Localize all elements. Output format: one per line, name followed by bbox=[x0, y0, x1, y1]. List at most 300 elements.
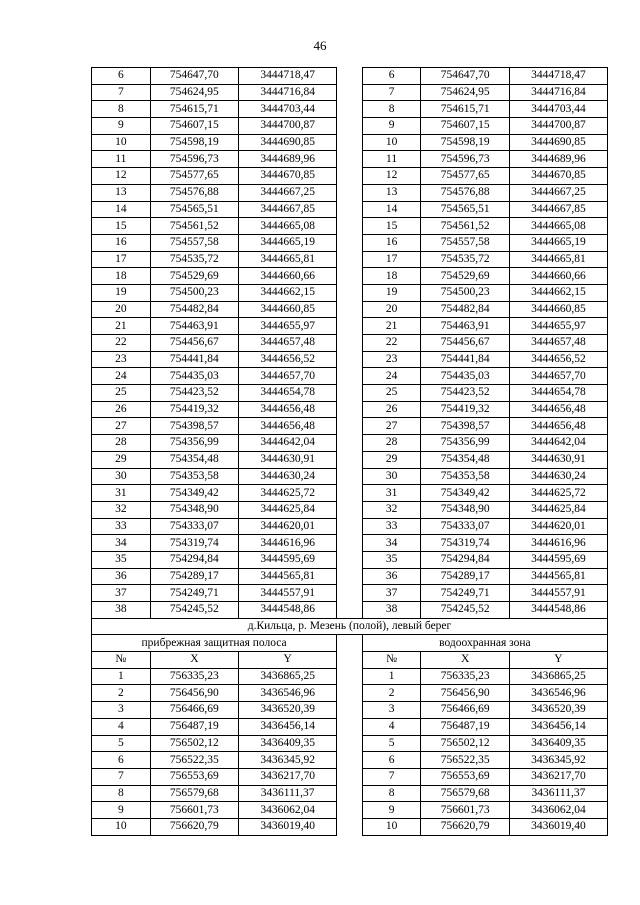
left-point-number: 7 bbox=[92, 84, 151, 101]
right-y-coordinate: 3444700,87 bbox=[509, 118, 607, 135]
left-x-coordinate: 754463,91 bbox=[150, 318, 238, 335]
left-y-coordinate: 3436456,14 bbox=[239, 718, 337, 735]
column-gap bbox=[337, 568, 363, 585]
column-gap bbox=[337, 818, 363, 835]
left-y-coordinate: 3444656,52 bbox=[239, 351, 337, 368]
right-point-number: 8 bbox=[362, 101, 421, 118]
header-n-left: № bbox=[92, 652, 151, 669]
left-x-coordinate: 756522,35 bbox=[150, 752, 238, 769]
right-x-coordinate: 754245,52 bbox=[421, 602, 509, 619]
left-y-coordinate: 3444625,84 bbox=[239, 501, 337, 518]
right-point-number: 7 bbox=[362, 84, 421, 101]
left-point-number: 14 bbox=[92, 201, 151, 218]
left-point-number: 9 bbox=[92, 802, 151, 819]
column-gap bbox=[337, 268, 363, 285]
column-gap bbox=[337, 451, 363, 468]
left-y-coordinate: 3444716,84 bbox=[239, 84, 337, 101]
table-row bbox=[92, 151, 608, 168]
right-point-number: 31 bbox=[362, 485, 421, 502]
right-point-number: 9 bbox=[362, 802, 421, 819]
right-point-number: 19 bbox=[362, 284, 421, 301]
left-x-coordinate: 754557,58 bbox=[150, 234, 238, 251]
table-row bbox=[92, 101, 608, 118]
left-y-coordinate: 3444656,48 bbox=[239, 401, 337, 418]
right-x-coordinate: 754398,57 bbox=[421, 418, 509, 435]
left-y-coordinate: 3444655,97 bbox=[239, 318, 337, 335]
column-gap bbox=[337, 168, 363, 185]
right-y-coordinate: 3436520,39 bbox=[509, 702, 607, 719]
left-y-coordinate: 3444700,87 bbox=[239, 118, 337, 135]
column-gap bbox=[337, 585, 363, 602]
column-gap bbox=[337, 68, 363, 85]
left-x-coordinate: 754441,84 bbox=[150, 351, 238, 368]
column-gap bbox=[337, 768, 363, 785]
left-subtitle: прибрежная защитная полоса bbox=[92, 635, 337, 652]
table-row bbox=[92, 485, 608, 502]
right-y-coordinate: 3444654,78 bbox=[509, 385, 607, 402]
left-y-coordinate: 3444657,48 bbox=[239, 335, 337, 352]
right-x-coordinate: 754577,65 bbox=[421, 168, 509, 185]
left-point-number: 12 bbox=[92, 168, 151, 185]
left-point-number: 6 bbox=[92, 752, 151, 769]
right-point-number: 22 bbox=[362, 335, 421, 352]
table-row bbox=[92, 535, 608, 552]
left-y-coordinate: 3436345,92 bbox=[239, 752, 337, 769]
left-x-coordinate: 754598,19 bbox=[150, 134, 238, 151]
left-y-coordinate: 3444690,85 bbox=[239, 134, 337, 151]
right-point-number: 17 bbox=[362, 251, 421, 268]
right-x-coordinate: 754565,51 bbox=[421, 201, 509, 218]
table-row bbox=[92, 168, 608, 185]
left-x-coordinate: 754561,52 bbox=[150, 218, 238, 235]
right-point-number: 10 bbox=[362, 134, 421, 151]
left-point-number: 7 bbox=[92, 768, 151, 785]
right-x-coordinate: 756553,69 bbox=[421, 768, 509, 785]
table-row bbox=[92, 234, 608, 251]
table-row bbox=[92, 385, 608, 402]
right-y-coordinate: 3436409,35 bbox=[509, 735, 607, 752]
column-gap bbox=[337, 752, 363, 769]
left-y-coordinate: 3444616,96 bbox=[239, 535, 337, 552]
column-gap bbox=[337, 368, 363, 385]
left-y-coordinate: 3444642,04 bbox=[239, 435, 337, 452]
right-point-number: 38 bbox=[362, 602, 421, 619]
left-y-coordinate: 3436865,25 bbox=[239, 668, 337, 685]
left-y-coordinate: 3436111,37 bbox=[239, 785, 337, 802]
right-y-coordinate: 3444703,44 bbox=[509, 101, 607, 118]
right-point-number: 13 bbox=[362, 184, 421, 201]
table-row bbox=[92, 768, 608, 785]
right-x-coordinate: 754482,84 bbox=[421, 301, 509, 318]
table-row bbox=[92, 735, 608, 752]
left-y-coordinate: 3436217,70 bbox=[239, 768, 337, 785]
left-x-coordinate: 754249,71 bbox=[150, 585, 238, 602]
right-x-coordinate: 754435,03 bbox=[421, 368, 509, 385]
right-x-coordinate: 754596,73 bbox=[421, 151, 509, 168]
right-y-coordinate: 3436546,96 bbox=[509, 685, 607, 702]
page-number: 46 bbox=[313, 38, 327, 53]
column-gap bbox=[337, 318, 363, 335]
left-x-coordinate: 756487,19 bbox=[150, 718, 238, 735]
right-point-number: 6 bbox=[362, 68, 421, 85]
right-x-coordinate: 754289,17 bbox=[421, 568, 509, 585]
column-gap bbox=[337, 652, 363, 669]
column-gap bbox=[337, 101, 363, 118]
left-y-coordinate: 3444665,08 bbox=[239, 218, 337, 235]
right-x-coordinate: 754419,32 bbox=[421, 401, 509, 418]
right-point-number: 18 bbox=[362, 268, 421, 285]
right-x-coordinate: 756579,68 bbox=[421, 785, 509, 802]
right-x-coordinate: 756456,90 bbox=[421, 685, 509, 702]
left-point-number: 37 bbox=[92, 585, 151, 602]
left-point-number: 21 bbox=[92, 318, 151, 335]
left-x-coordinate: 754319,74 bbox=[150, 535, 238, 552]
left-point-number: 23 bbox=[92, 351, 151, 368]
left-x-coordinate: 754615,71 bbox=[150, 101, 238, 118]
left-x-coordinate: 754419,32 bbox=[150, 401, 238, 418]
right-x-coordinate: 754557,58 bbox=[421, 234, 509, 251]
right-x-coordinate: 754333,07 bbox=[421, 518, 509, 535]
right-y-coordinate: 3436111,37 bbox=[509, 785, 607, 802]
right-x-coordinate: 754353,58 bbox=[421, 468, 509, 485]
right-y-coordinate: 3444656,48 bbox=[509, 401, 607, 418]
left-y-coordinate: 3444630,91 bbox=[239, 451, 337, 468]
left-y-coordinate: 3444662,15 bbox=[239, 284, 337, 301]
table-row bbox=[92, 802, 608, 819]
column-gap bbox=[337, 234, 363, 251]
right-x-coordinate: 754319,74 bbox=[421, 535, 509, 552]
top-rows bbox=[92, 68, 608, 619]
table-row bbox=[92, 501, 608, 518]
right-y-coordinate: 3444557,91 bbox=[509, 585, 607, 602]
left-point-number: 20 bbox=[92, 301, 151, 318]
column-gap bbox=[337, 802, 363, 819]
left-point-number: 26 bbox=[92, 401, 151, 418]
table-row bbox=[92, 451, 608, 468]
right-y-coordinate: 3444662,15 bbox=[509, 284, 607, 301]
left-point-number: 25 bbox=[92, 385, 151, 402]
right-y-coordinate: 3444625,72 bbox=[509, 485, 607, 502]
left-x-coordinate: 756579,68 bbox=[150, 785, 238, 802]
left-x-coordinate: 754500,23 bbox=[150, 284, 238, 301]
right-point-number: 9 bbox=[362, 118, 421, 135]
right-y-coordinate: 3444667,85 bbox=[509, 201, 607, 218]
left-x-coordinate: 754456,67 bbox=[150, 335, 238, 352]
right-y-coordinate: 3436456,14 bbox=[509, 718, 607, 735]
column-gap bbox=[337, 118, 363, 135]
column-gap bbox=[337, 518, 363, 535]
column-gap bbox=[337, 301, 363, 318]
right-y-coordinate: 3444718,47 bbox=[509, 68, 607, 85]
left-point-number: 9 bbox=[92, 118, 151, 135]
right-y-coordinate: 3444595,69 bbox=[509, 551, 607, 568]
table-row bbox=[92, 118, 608, 135]
column-gap bbox=[337, 385, 363, 402]
left-point-number: 10 bbox=[92, 818, 151, 835]
column-gap bbox=[337, 351, 363, 368]
right-point-number: 29 bbox=[362, 451, 421, 468]
right-point-number: 24 bbox=[362, 368, 421, 385]
left-point-number: 16 bbox=[92, 234, 151, 251]
left-y-coordinate: 3444689,96 bbox=[239, 151, 337, 168]
column-gap bbox=[337, 418, 363, 435]
right-y-coordinate: 3444660,66 bbox=[509, 268, 607, 285]
left-x-coordinate: 754435,03 bbox=[150, 368, 238, 385]
left-y-coordinate: 3444654,78 bbox=[239, 385, 337, 402]
left-y-coordinate: 3444718,47 bbox=[239, 68, 337, 85]
left-point-number: 10 bbox=[92, 134, 151, 151]
left-x-coordinate: 756502,12 bbox=[150, 735, 238, 752]
right-x-coordinate: 754624,95 bbox=[421, 84, 509, 101]
right-point-number: 14 bbox=[362, 201, 421, 218]
table-row bbox=[92, 752, 608, 769]
left-point-number: 17 bbox=[92, 251, 151, 268]
left-point-number: 8 bbox=[92, 101, 151, 118]
table-row bbox=[92, 702, 608, 719]
column-gap bbox=[337, 635, 363, 652]
left-x-coordinate: 754398,57 bbox=[150, 418, 238, 435]
left-x-coordinate: 754596,73 bbox=[150, 151, 238, 168]
column-gap bbox=[337, 84, 363, 101]
table-row bbox=[92, 585, 608, 602]
table-row bbox=[92, 685, 608, 702]
left-point-number: 13 bbox=[92, 184, 151, 201]
left-x-coordinate: 754577,65 bbox=[150, 168, 238, 185]
left-y-coordinate: 3444660,66 bbox=[239, 268, 337, 285]
column-gap bbox=[337, 401, 363, 418]
right-y-coordinate: 3444716,84 bbox=[509, 84, 607, 101]
left-point-number: 28 bbox=[92, 435, 151, 452]
table-row bbox=[92, 301, 608, 318]
right-x-coordinate: 756601,73 bbox=[421, 802, 509, 819]
left-point-number: 33 bbox=[92, 518, 151, 535]
right-x-coordinate: 754607,15 bbox=[421, 118, 509, 135]
left-point-number: 27 bbox=[92, 418, 151, 435]
section-header bbox=[92, 618, 608, 668]
column-gap bbox=[337, 602, 363, 619]
column-gap bbox=[337, 284, 363, 301]
left-x-coordinate: 756553,69 bbox=[150, 768, 238, 785]
column-gap bbox=[337, 151, 363, 168]
left-point-number: 29 bbox=[92, 451, 151, 468]
left-y-coordinate: 3436062,04 bbox=[239, 802, 337, 819]
right-point-number: 35 bbox=[362, 551, 421, 568]
left-x-coordinate: 754535,72 bbox=[150, 251, 238, 268]
right-x-coordinate: 756502,12 bbox=[421, 735, 509, 752]
right-y-coordinate: 3444655,97 bbox=[509, 318, 607, 335]
right-point-number: 20 bbox=[362, 301, 421, 318]
right-x-coordinate: 756466,69 bbox=[421, 702, 509, 719]
right-point-number: 21 bbox=[362, 318, 421, 335]
right-x-coordinate: 754647,70 bbox=[421, 68, 509, 85]
left-point-number: 24 bbox=[92, 368, 151, 385]
left-y-coordinate: 3444595,69 bbox=[239, 551, 337, 568]
table-row bbox=[92, 818, 608, 835]
header-y-left: Y bbox=[239, 652, 337, 669]
right-point-number: 8 bbox=[362, 785, 421, 802]
left-point-number: 30 bbox=[92, 468, 151, 485]
right-x-coordinate: 756335,23 bbox=[421, 668, 509, 685]
table-row bbox=[92, 218, 608, 235]
left-y-coordinate: 3444703,44 bbox=[239, 101, 337, 118]
right-x-coordinate: 754598,19 bbox=[421, 134, 509, 151]
right-point-number: 11 bbox=[362, 151, 421, 168]
right-point-number: 26 bbox=[362, 401, 421, 418]
right-y-coordinate: 3444667,25 bbox=[509, 184, 607, 201]
left-y-coordinate: 3436019,40 bbox=[239, 818, 337, 835]
table-row bbox=[92, 251, 608, 268]
right-point-number: 3 bbox=[362, 702, 421, 719]
left-x-coordinate: 754624,95 bbox=[150, 84, 238, 101]
left-point-number: 6 bbox=[92, 68, 151, 85]
left-point-number: 18 bbox=[92, 268, 151, 285]
section-title: д.Кильца, р. Мезень (полой), левый берег bbox=[92, 618, 608, 635]
left-y-coordinate: 3444657,70 bbox=[239, 368, 337, 385]
left-x-coordinate: 756335,23 bbox=[150, 668, 238, 685]
left-x-coordinate: 754349,42 bbox=[150, 485, 238, 502]
bottom-rows bbox=[92, 668, 608, 835]
right-point-number: 36 bbox=[362, 568, 421, 585]
column-gap bbox=[337, 251, 363, 268]
right-y-coordinate: 3436019,40 bbox=[509, 818, 607, 835]
right-x-coordinate: 754348,90 bbox=[421, 501, 509, 518]
right-point-number: 30 bbox=[362, 468, 421, 485]
right-y-coordinate: 3444657,48 bbox=[509, 335, 607, 352]
right-y-coordinate: 3444657,70 bbox=[509, 368, 607, 385]
right-y-coordinate: 3444630,91 bbox=[509, 451, 607, 468]
left-x-coordinate: 754245,52 bbox=[150, 602, 238, 619]
right-point-number: 1 bbox=[362, 668, 421, 685]
table-row bbox=[92, 335, 608, 352]
table-row bbox=[92, 468, 608, 485]
left-point-number: 2 bbox=[92, 685, 151, 702]
left-point-number: 34 bbox=[92, 535, 151, 552]
left-x-coordinate: 754529,69 bbox=[150, 268, 238, 285]
right-y-coordinate: 3444670,85 bbox=[509, 168, 607, 185]
header-y-right: Y bbox=[509, 652, 607, 669]
table-row bbox=[92, 518, 608, 535]
right-point-number: 10 bbox=[362, 818, 421, 835]
column-gap bbox=[337, 485, 363, 502]
column-gap bbox=[337, 668, 363, 685]
left-point-number: 36 bbox=[92, 568, 151, 585]
right-x-coordinate: 754535,72 bbox=[421, 251, 509, 268]
header-x-left: X bbox=[150, 652, 238, 669]
left-point-number: 11 bbox=[92, 151, 151, 168]
left-y-coordinate: 3444665,19 bbox=[239, 234, 337, 251]
right-x-coordinate: 754294,84 bbox=[421, 551, 509, 568]
right-y-coordinate: 3436062,04 bbox=[509, 802, 607, 819]
table-row bbox=[92, 602, 608, 619]
right-y-coordinate: 3444656,48 bbox=[509, 418, 607, 435]
right-x-coordinate: 754441,84 bbox=[421, 351, 509, 368]
right-point-number: 23 bbox=[362, 351, 421, 368]
column-gap bbox=[337, 551, 363, 568]
right-x-coordinate: 756522,35 bbox=[421, 752, 509, 769]
left-y-coordinate: 3436409,35 bbox=[239, 735, 337, 752]
table-row bbox=[92, 351, 608, 368]
table-row bbox=[92, 418, 608, 435]
right-y-coordinate: 3444630,24 bbox=[509, 468, 607, 485]
left-y-coordinate: 3444548,86 bbox=[239, 602, 337, 619]
right-x-coordinate: 754349,42 bbox=[421, 485, 509, 502]
column-gap bbox=[337, 718, 363, 735]
left-x-coordinate: 756456,90 bbox=[150, 685, 238, 702]
left-y-coordinate: 3444630,24 bbox=[239, 468, 337, 485]
right-y-coordinate: 3444625,84 bbox=[509, 501, 607, 518]
right-point-number: 12 bbox=[362, 168, 421, 185]
column-gap bbox=[337, 134, 363, 151]
left-point-number: 35 bbox=[92, 551, 151, 568]
left-x-coordinate: 756466,69 bbox=[150, 702, 238, 719]
right-x-coordinate: 756487,19 bbox=[421, 718, 509, 735]
left-y-coordinate: 3444620,01 bbox=[239, 518, 337, 535]
left-x-coordinate: 756601,73 bbox=[150, 802, 238, 819]
right-y-coordinate: 3444660,85 bbox=[509, 301, 607, 318]
right-x-coordinate: 754423,52 bbox=[421, 385, 509, 402]
right-y-coordinate: 3444616,96 bbox=[509, 535, 607, 552]
left-y-coordinate: 3444557,91 bbox=[239, 585, 337, 602]
right-y-coordinate: 3444565,81 bbox=[509, 568, 607, 585]
right-y-coordinate: 3444642,04 bbox=[509, 435, 607, 452]
header-n-right: № bbox=[362, 652, 421, 669]
left-point-number: 22 bbox=[92, 335, 151, 352]
left-point-number: 15 bbox=[92, 218, 151, 235]
left-x-coordinate: 754353,58 bbox=[150, 468, 238, 485]
left-point-number: 8 bbox=[92, 785, 151, 802]
right-y-coordinate: 3444689,96 bbox=[509, 151, 607, 168]
table-row bbox=[92, 184, 608, 201]
left-point-number: 5 bbox=[92, 735, 151, 752]
left-point-number: 38 bbox=[92, 602, 151, 619]
left-y-coordinate: 3444665,81 bbox=[239, 251, 337, 268]
left-y-coordinate: 3436520,39 bbox=[239, 702, 337, 719]
right-subtitle: водоохранная зона bbox=[362, 635, 607, 652]
left-x-coordinate: 754348,90 bbox=[150, 501, 238, 518]
table-row bbox=[92, 785, 608, 802]
right-y-coordinate: 3444656,52 bbox=[509, 351, 607, 368]
right-x-coordinate: 754500,23 bbox=[421, 284, 509, 301]
left-y-coordinate: 3436546,96 bbox=[239, 685, 337, 702]
left-x-coordinate: 754356,99 bbox=[150, 435, 238, 452]
table-row bbox=[92, 68, 608, 85]
left-y-coordinate: 3444656,48 bbox=[239, 418, 337, 435]
column-gap bbox=[337, 685, 363, 702]
left-point-number: 19 bbox=[92, 284, 151, 301]
left-y-coordinate: 3444667,85 bbox=[239, 201, 337, 218]
table-row bbox=[92, 84, 608, 101]
right-x-coordinate: 754615,71 bbox=[421, 101, 509, 118]
column-gap bbox=[337, 468, 363, 485]
left-x-coordinate: 754607,15 bbox=[150, 118, 238, 135]
left-y-coordinate: 3444670,85 bbox=[239, 168, 337, 185]
table-row bbox=[92, 284, 608, 301]
left-y-coordinate: 3444565,81 bbox=[239, 568, 337, 585]
right-point-number: 27 bbox=[362, 418, 421, 435]
left-point-number: 31 bbox=[92, 485, 151, 502]
column-gap bbox=[337, 184, 363, 201]
left-y-coordinate: 3444625,72 bbox=[239, 485, 337, 502]
right-x-coordinate: 754529,69 bbox=[421, 268, 509, 285]
table-row bbox=[92, 401, 608, 418]
left-x-coordinate: 754294,84 bbox=[150, 551, 238, 568]
left-y-coordinate: 3444667,25 bbox=[239, 184, 337, 201]
right-x-coordinate: 754356,99 bbox=[421, 435, 509, 452]
right-y-coordinate: 3444665,81 bbox=[509, 251, 607, 268]
table-row bbox=[92, 551, 608, 568]
table-row bbox=[92, 368, 608, 385]
left-x-coordinate: 754647,70 bbox=[150, 68, 238, 85]
